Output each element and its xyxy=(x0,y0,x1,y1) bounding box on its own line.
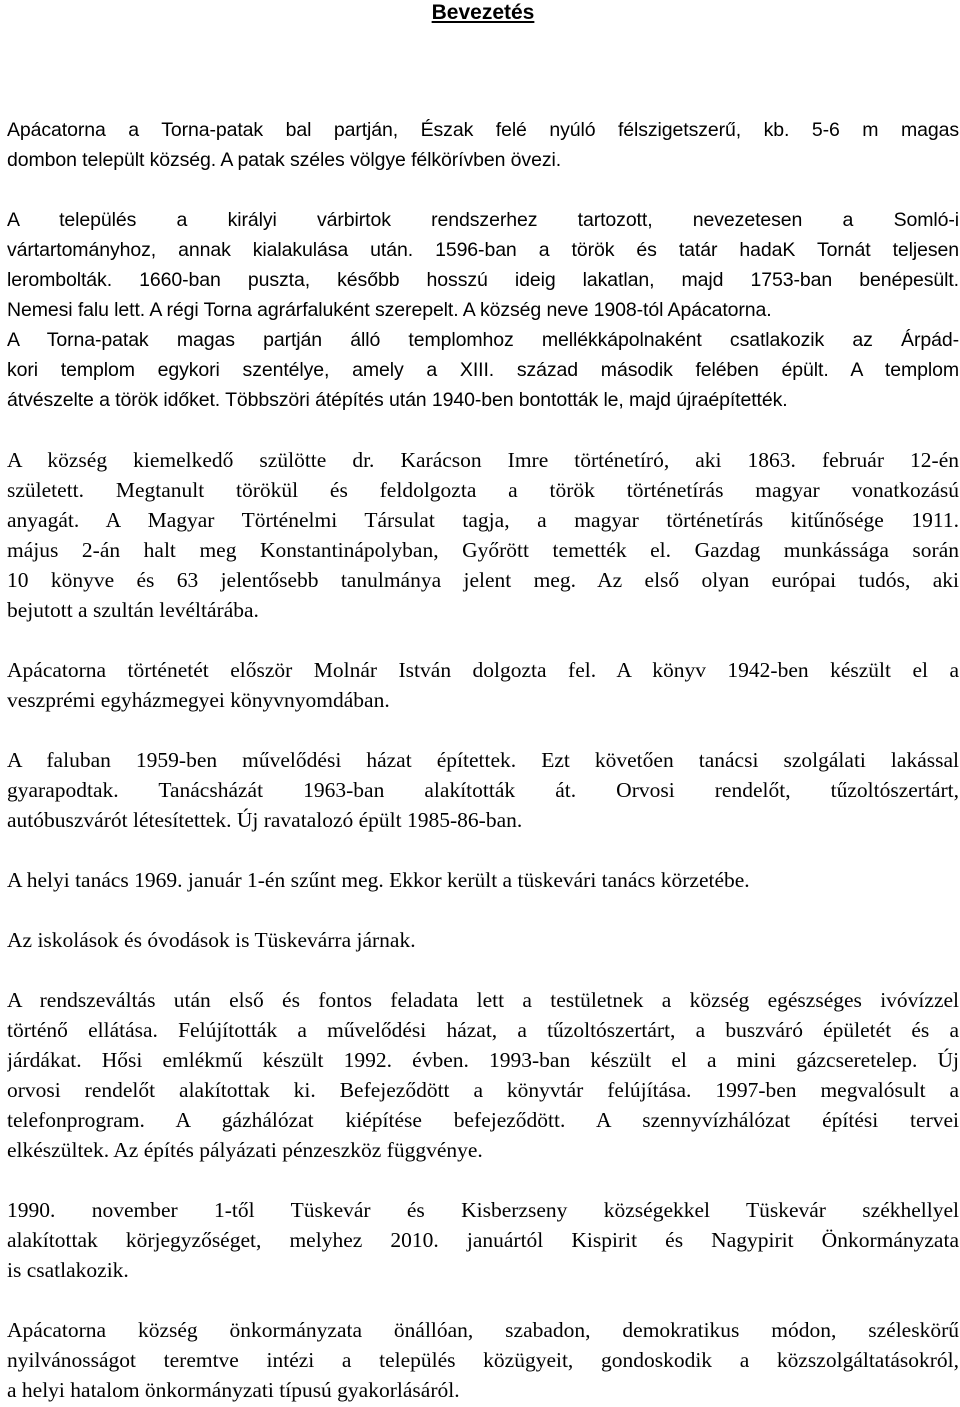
page-title: Bevezetés xyxy=(431,1,535,24)
text-line: elkészültek. Az építés pályázati pénzeszköz függvénye. xyxy=(7,1138,483,1162)
text-line: május 2-án halt meg Konstantinápolyban, Győrött temették el. Gazdag munkássága során xyxy=(7,538,959,562)
text-line: Az iskolások és óvodások is Tüskevárra járnak. xyxy=(7,928,416,952)
paragraph-p10 xyxy=(7,1315,959,1405)
text-line: telefonprogram. A gázhálózat kiépítése befejeződött. A szennyvízhálózat építési tervei xyxy=(7,1108,959,1132)
text-line: A helyi tanács 1969. január 1-én szűnt meg. Ekkor került a tüskevári tanács körzetébe. xyxy=(7,868,750,892)
text-line: Apácatorna község önkormányzata önállóan, szabadon, demokratikus módon, széleskörű xyxy=(7,1318,959,1342)
text-line: nyilvánosságot teremtve intézi a település közügyeit, gondoskodik a közszolgáltatásokról, xyxy=(7,1348,959,1372)
paragraph-gap xyxy=(7,895,959,925)
paragraph-gap xyxy=(7,415,959,445)
text-line: dombon települt község. A patak széles völgye félkörívben övezi. xyxy=(7,149,562,171)
paragraph-gap xyxy=(7,955,959,985)
document-body xyxy=(7,115,959,1405)
text-line: született. Megtanult törökül és feldolgozta a török történetírás magyar vonatkozású xyxy=(7,478,959,502)
text-line: történő ellátása. Felújították a művelődési házat, a tűzoltószertárt, a buszváró épületét és a xyxy=(7,1018,959,1042)
text-line: veszprémi egyházmegyei könyvnyomdában. xyxy=(7,688,390,712)
paragraph-p9 xyxy=(7,1195,959,1285)
text-line: A rendszeváltás után első és fontos feladata lett a testületnek a község egészséges ivóvízzel xyxy=(7,988,959,1012)
text-line: A község kiemelkedő szülötte dr. Karácson Imre történetíró, aki 1863. február 12-én xyxy=(7,448,959,472)
text-line: átvészelte a török időket. Többszöri átépítés után 1940-ben bontották le, majd újraépítették. xyxy=(7,389,788,411)
text-line: járdákat. Hősi emlékmű készült 1992. évben. 1993-ban készült el a mini gázcseretelep. Új xyxy=(7,1048,959,1072)
text-line: a helyi hatalom önkormányzati típusú gyakorlásáról. xyxy=(7,1378,460,1402)
paragraph-p6 xyxy=(7,865,959,895)
text-line: orvosi rendelőt alakítottak ki. Befejeződött a könyvtár felújítása. 1997-ben megvalósult a xyxy=(7,1078,959,1102)
text-line: lerombolták. 1660-ban puszta, később hosszú ideig lakatlan, majd 1753-ban benépesült. xyxy=(7,269,959,291)
text-line: autóbuszvárót létesítettek. Új ravatalozó épült 1985-86-ban. xyxy=(7,808,523,832)
text-line: anyagát. A Magyar Történelmi Társulat tagja, a magyar történetírás kitűnősége 1911. xyxy=(7,508,959,532)
text-line: 10 könyve és 63 jelentősebb tanulmánya jelent meg. Az első olyan európai tudós, aki xyxy=(7,568,959,592)
paragraph-p8 xyxy=(7,985,959,1165)
document-page xyxy=(7,0,959,1405)
paragraph-p4 xyxy=(7,655,959,715)
text-line: Nemesi falu lett. A régi Torna agrárfaluként szerepelt. A község neve 1908-tól Apácatorna. xyxy=(7,299,772,321)
paragraph-p2 xyxy=(7,205,959,415)
paragraph-gap xyxy=(7,1285,959,1315)
paragraph-gap xyxy=(7,715,959,745)
text-line: Apácatorna történetét először Molnár István dolgozta fel. A könyv 1942-ben készült el a xyxy=(7,658,959,682)
text-line: gyarapodtak. Tanácsházát 1963-ban alakították át. Orvosi rendelőt, tűzoltószertárt, xyxy=(7,778,959,802)
paragraph-p1 xyxy=(7,115,959,175)
text-line: bejutott a szultán levéltárába. xyxy=(7,598,259,622)
paragraph-gap xyxy=(7,625,959,655)
text-line: A Torna-patak magas partján álló templomhoz mellékkápolnaként csatlakozik az Árpád- xyxy=(7,329,959,351)
paragraph-p3 xyxy=(7,445,959,625)
text-line: Apácatorna a Torna-patak bal partján, Észak felé nyúló félszigetszerű, kb. 5-6 m magas xyxy=(7,119,959,141)
paragraph-gap xyxy=(7,175,959,205)
paragraph-gap xyxy=(7,835,959,865)
paragraph-p5 xyxy=(7,745,959,835)
text-line: is csatlakozik. xyxy=(7,1258,129,1282)
text-line: A település a királyi várbirtok rendszerhez tartozott, nevezetesen a Somló-i xyxy=(7,209,959,231)
text-line: A faluban 1959-ben művelődési házat építettek. Ezt követően tanácsi szolgálati lakással xyxy=(7,748,959,772)
paragraph-p7 xyxy=(7,925,959,955)
text-line: alakítottak körjegyzőséget, melyhez 2010. januártól Kispirit és Nagypirit Önkormányzata xyxy=(7,1228,959,1252)
text-line: 1990. november 1-től Tüskevár és Kisberzseny községekkel Tüskevár székhellyel xyxy=(7,1198,959,1222)
text-line: kori templom egykori szentélye, amely a XIII. század második felében épült. A templom xyxy=(7,359,959,381)
text-line: vártartományhoz, annak kialakulása után. 1596-ban a török és tatár hadaK Tornát teljesen xyxy=(7,239,959,261)
paragraph-gap xyxy=(7,1165,959,1195)
